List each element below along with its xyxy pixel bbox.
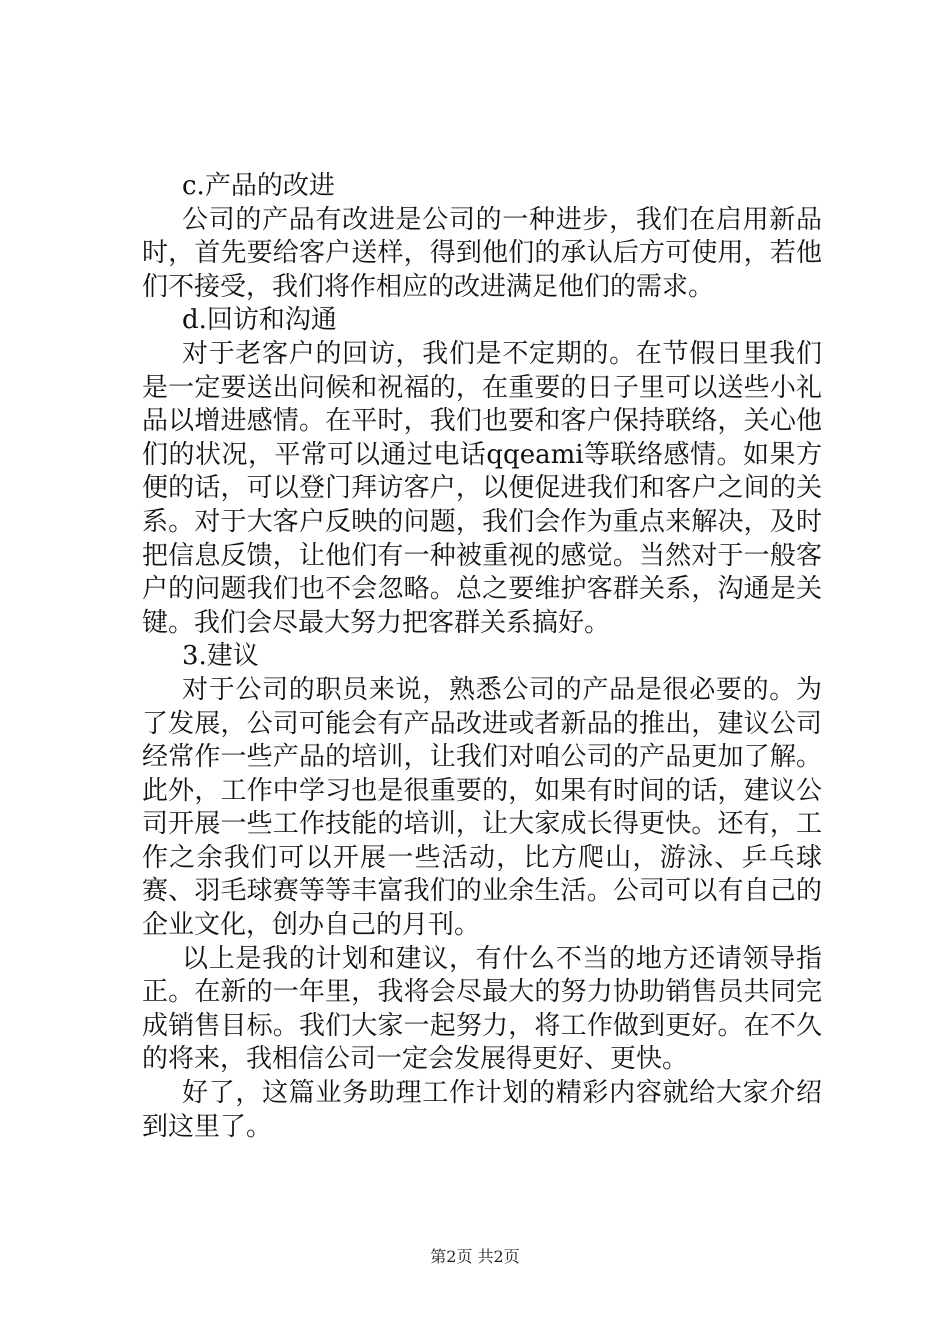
document-body: [142, 170, 822, 1144]
section-heading-suggestions: 3.建议: [182, 641, 259, 672]
page-number-footer: 第2页 共2页: [430, 1247, 520, 1266]
section-heading-followup: d.回访和沟通: [182, 305, 337, 336]
paragraph-closing-note: 好了，这篇业务助理工作计划的精彩内容就给大家介绍到这里了。: [142, 1078, 822, 1142]
section-heading-product-improvement: c.产品的改进: [182, 171, 335, 201]
paragraph-suggestions: 对于公司的职员来说，熟悉公司的产品是很必要的。为了发展，公司可能会有产品改进或者新品的推出，建议公司经常作一些产品的培训，让我们对咱公司的产品更加了解。此外，工作中学习也是很重要的，如果有时间的话，建议公司开展一些工作技能的培训，让大家成长得更快。还有，工作之余我们可以开展一些活动，比方爬山，游泳、乒乓球赛、羽毛球赛等等丰富我们的业余生活。公司可以有自己的企业文化，创办自己的月刊。: [142, 674, 822, 941]
paragraph-product-improvement: 公司的产品有改进是公司的一种进步，我们在启用新品时，首先要给客户送样，得到他们的承认后方可使用，若他们不接受，我们将作相应的改进满足他们的需求。: [142, 204, 822, 302]
paragraph-followup: 对于老客户的回访，我们是不定期的。在节假日里我们是一定要送出问候和祝福的，在重要的日子里可以送些小礼品以增进感情。在平时，我们也要和客户保持联络，关心他们的状况，平常可以通过电话qqeami等联络感情。如果方便的话，可以登门拜访客户，以便促进我们和客户之间的关系。对于大客户反映的问题，我们会作为重点来解决，及时把信息反馈，让他们有一种被重视的感觉。当然对于一般客户的问题我们也不会忽略。总之要维护客群关系，沟通是关键。我们会尽最大努力把客群关系搞好。: [142, 338, 822, 638]
paragraph-closing-plan: 以上是我的计划和建议，有什么不当的地方还请领导指正。在新的一年里，我将会尽最大的努力协助销售员共同完成销售目标。我们大家一起努力，将工作做到更好。在不久的将来，我相信公司一定会发展得更好、更快。: [142, 943, 822, 1075]
